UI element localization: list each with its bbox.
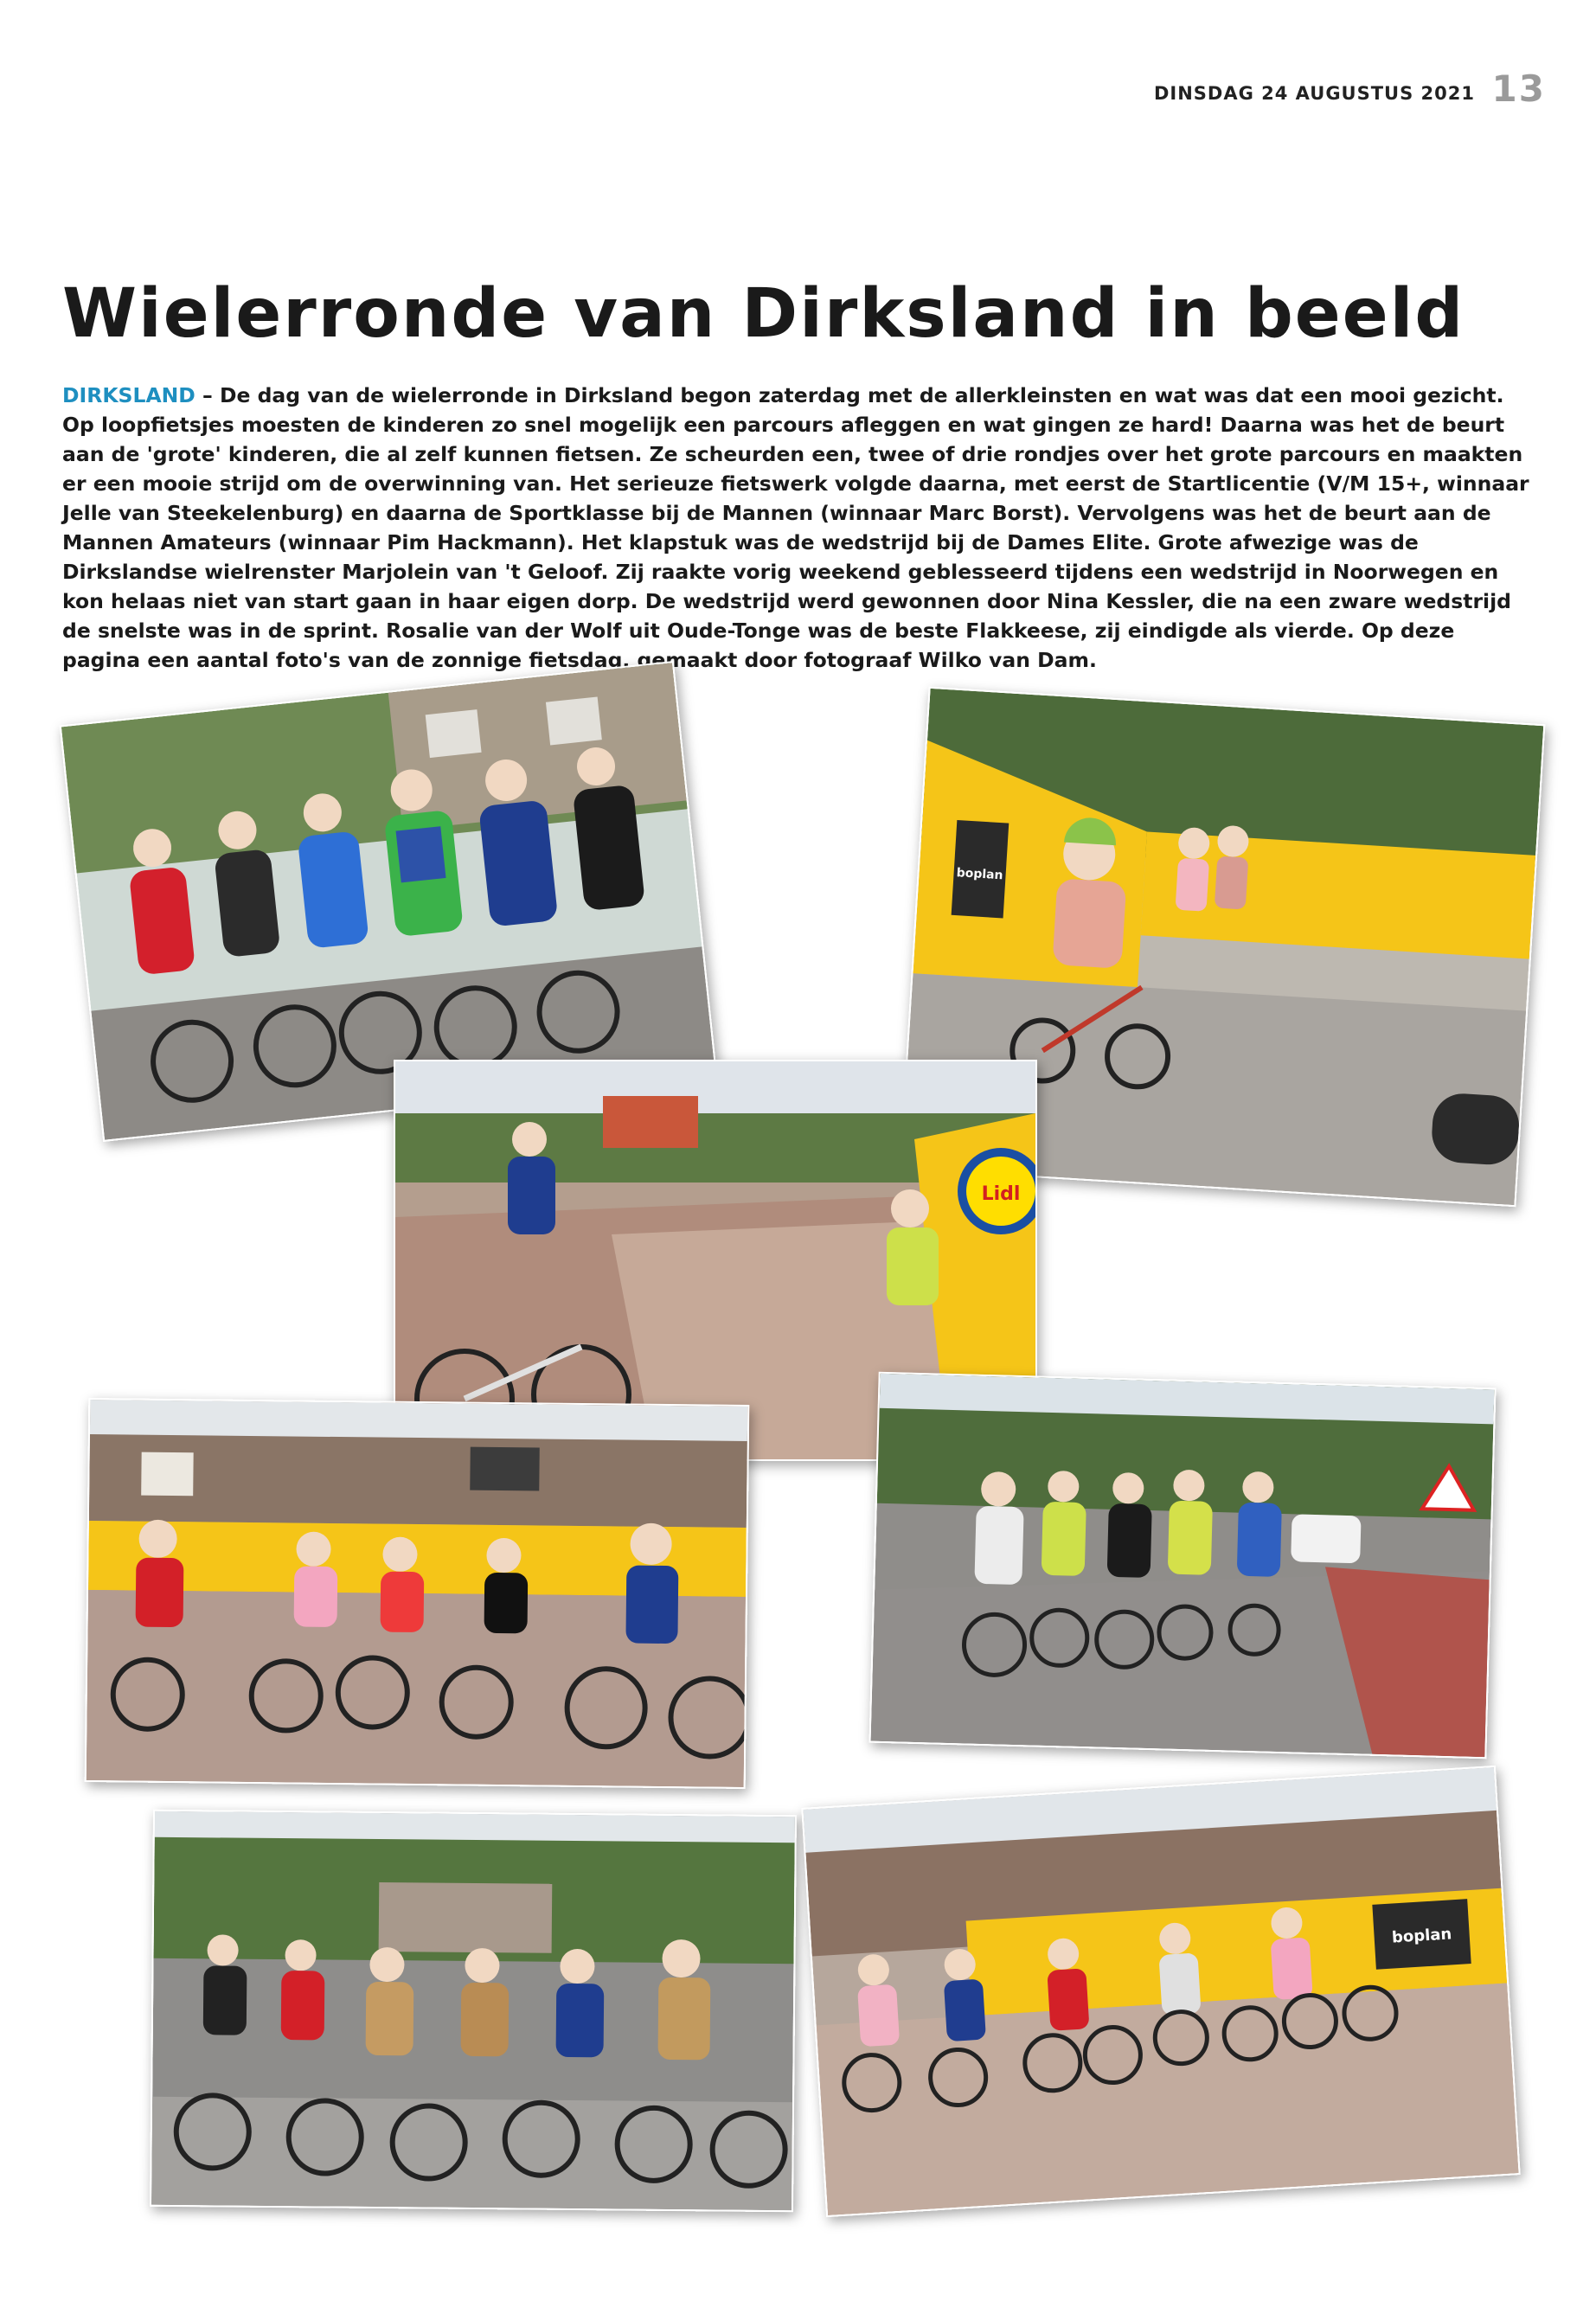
page-number: 13 (1491, 67, 1546, 110)
article-dateline: DIRKSLAND (62, 383, 195, 407)
boplan-sign-2: boplan (1391, 1925, 1452, 1947)
boplan-sign: boplan (956, 866, 1003, 883)
photo-kids-start (85, 1398, 750, 1789)
article-headline: Wielerronde van Dirksland in beeld (62, 275, 1465, 353)
lidl-sign: Lidl (981, 1183, 1021, 1205)
article-body: De dag van de wielerronde in Dirksland begon zaterdag met de allerkleinsten en wat was dat een mooi gezicht. Op loopfietsjes moesten de kinderen zo snel mogelijk een parcours afleggen en wat gingen ze hard! Daarna was het de beurt aan de 'grote' kinderen, die al zelf kunnen fietsen. Ze scheurden een, twee of drie rondjes over het grote parcours en maakten er een mooie strijd om de overwinning van. Het serieuze fietswerk volgde daarna, met eerst de Startlicentie (V/M 15+, winnaar Jelle van Steekelenburg) en daarna de Sportklasse bij de Mannen (winnaar Marc Borst). Vervolgens was het de beurt aan de Mannen Amateurs (winnaar Pim Hackmann). Het klapstuk was de wedstrijd bij de Dames Elite. Grote afwezige was de Dirkslandse wielrenster Marjolein van 't Geloof. Zij raakte vorig weekend geblesseerd tijdens een wedstrijd in Noorwegen en kon helaas niet van start gaan in haar eigen dorp. De wedstrijd werd gewonnen door Nina Kessler, die na een zware wedstrijd de snelste was in de sprint. Rosalie van der Wolf uit Oude-Tonge was de beste Flakkeese, zij eindigde als vierde. Op deze pagina een aantal foto's van de zonnige fietsdag, gemaakt door fotograaf Wilko van Dam. (62, 383, 1529, 672)
article-intro (62, 381, 1533, 675)
photo-dames-elite (150, 1810, 797, 2212)
header-date: DINSDAG 24 AUGUSTUS 2021 (1153, 83, 1475, 104)
photo-riders-road (869, 1372, 1497, 1759)
photo-young-kids (801, 1766, 1520, 2217)
dateline-separator: – (195, 383, 220, 407)
